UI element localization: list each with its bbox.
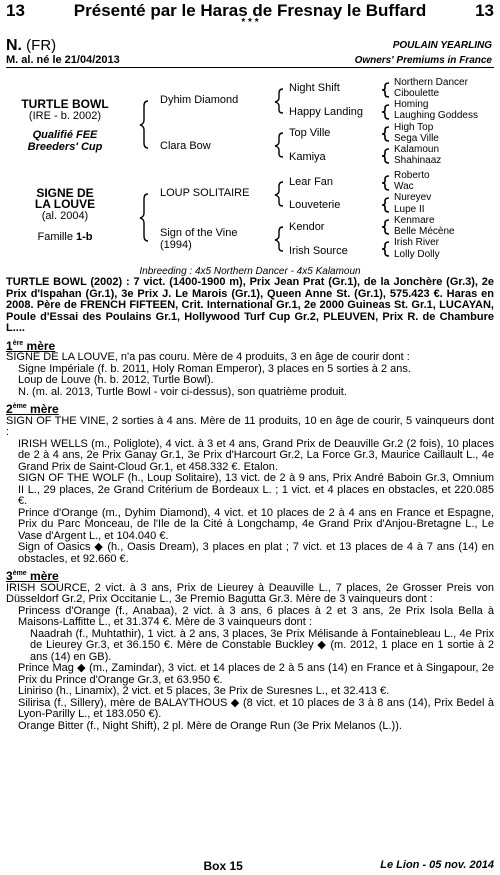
owners-premium: Owners' Premiums in France bbox=[354, 55, 492, 66]
gen2-loup-solitaire: LOUP SOLITAIRE bbox=[160, 187, 250, 199]
gen4-name: Laughing Goddess bbox=[394, 110, 478, 121]
birth-info: M. al. né le 21/04/2013 bbox=[6, 54, 120, 66]
gen3-happy-landing: Happy Landing bbox=[289, 106, 364, 118]
produce-item: Liniriso (h., Linamix), 2 vict. et 5 places, 3e Prix de Suresnes L., et 32.413 €. bbox=[18, 685, 390, 697]
heading-num: 2 bbox=[6, 402, 13, 416]
sire-paragraph: TURTLE BOWL (2002) : 7 vict. (1400-1900 m), Prix Jean Prat (Gr.1), de la Jonchère (Gr.3), 2e Prix d'Ispahan (Gr.1), 3e Prix J. Le Marois (Gr.1), Queen Anne St. (Gr.1), 575.423 €. Haras en 2008. Père de FRENCH FIFTEEN, Crit. International Gr.1, 2e 2000 Guineas St. Gr.1, LUCAYAN, Poule d'Essai des Poulains Gr.1, Hollywood Turf Cup Gr.2, PLEUVEN, Prix R. de Chambure L.... bbox=[6, 276, 494, 334]
produce-item: IRISH WELLS (m., Poliglote), 4 vict. à 3 et 4 ans, Grand Prix de Deauville Gr.2 (2 fois), 10 places de 2 à 4 ans, 2e Prix Ganay Gr.1, 3e Prix d'Harcourt Gr.2, La Force Gr.3, Maurice Caillault L., 4e Grand Prix de Saint-Cloud Gr.1, et 458.332 €. Etalon. bbox=[18, 437, 494, 473]
page-footer bbox=[6, 859, 494, 873]
produce-item: SIGN OF THE WOLF (h., Loup Solitaire), 13 vict. de 2 à 9 ans, Prix André Baboin Gr.3, Omnium II L., 29 places, 2e Grand Critérium de Bordeaux L. ; 1 vict. et 4 places en obstacles, et 220.085 €. bbox=[18, 472, 494, 507]
dam-info: (al. 2004) bbox=[41, 210, 89, 222]
produce-item: Prince Mag ◆ (m., Zamindar), 3 vict. et 14 places de 2 à 5 ans (14) en France et à Singapour, 2e Prix du Prince d'Orange Gr.3, et 63.950 €. bbox=[18, 662, 494, 686]
gen2-clara-bow: Clara Bow bbox=[160, 140, 211, 152]
sire-note-2: Breeders' Cup bbox=[27, 141, 103, 153]
lot-number-left: 13 bbox=[6, 1, 25, 20]
sale-place-date: Le Lion - 05 nov. 2014 bbox=[380, 859, 494, 871]
heading-num: 1 bbox=[6, 338, 13, 353]
first-dam-heading bbox=[6, 338, 494, 353]
heading-sup: ème bbox=[12, 403, 27, 410]
gen4-name: Northern Dancer bbox=[394, 77, 468, 88]
produce-item: Signe Impériale (f. b. 2011, Holy Roman Emperor), 3 places en 5 sorties à 2 ans. bbox=[18, 362, 411, 375]
dam-name-1: SIGNE DE bbox=[36, 186, 94, 200]
third-dam-intro: IRISH SOURCE, 2 vict. à 3 ans, Prix de Lieurey à Deauville L., 7 places, 2e Grosser Preis von Düsseldorf Gr.2, Prix Occitanie L., 3e Premio Bagutta Gr.3. Mère de 3 vainqueurs dont : bbox=[6, 581, 494, 605]
gen4-name: Irish River bbox=[394, 237, 440, 248]
gen4-name: Sega Ville bbox=[394, 133, 439, 144]
lot-number-right: 13 bbox=[475, 1, 494, 20]
box-number: Box 15 bbox=[203, 859, 243, 873]
gen4-name: Belle Mécène bbox=[394, 226, 455, 237]
gen4-name: Homing bbox=[394, 99, 429, 110]
gen4-name: Lupe II bbox=[394, 204, 425, 215]
produce-item: Loup de Louve (h. b. 2012, Turtle Bowl). bbox=[18, 374, 214, 386]
family-number: 1-b bbox=[76, 231, 93, 243]
sire-note-1: Qualifié FEE bbox=[32, 129, 98, 141]
heading-word: mère bbox=[23, 338, 56, 353]
gen3-louveterie: Louveterie bbox=[289, 199, 341, 211]
family-label: Famille bbox=[37, 231, 76, 243]
gen4-name: High Top bbox=[394, 122, 434, 133]
gen3-kendor: Kendor bbox=[289, 221, 325, 233]
horse-name: N. bbox=[6, 37, 22, 54]
gen4-name: Nureyev bbox=[394, 192, 432, 203]
gen3-top-ville: Top Ville bbox=[289, 127, 331, 139]
gen4-name: Shahinaaz bbox=[394, 155, 442, 166]
sire-name: TURTLE BOWL bbox=[21, 97, 109, 111]
second-dam-heading bbox=[6, 401, 494, 416]
gen3-kamiya: Kamiya bbox=[289, 151, 326, 163]
inbreeding-line: Inbreeding : 4x5 Northern Dancer - 4x5 Kalamoun bbox=[139, 266, 361, 277]
second-dam-intro: SIGN OF THE VINE, 2 sorties à 4 ans. Mère de 11 produits, 10 en âge de courir, 5 vainqueurs dont : bbox=[6, 414, 494, 438]
gen3-lear-fan: Lear Fan bbox=[289, 176, 334, 188]
produce-item: Sign of Oasics ◆ (h., Oasis Dream), 3 places en plat ; 7 vict. et 13 places de 4 à 7 ans (14) en obstacles, et 92.660 €. bbox=[18, 541, 494, 565]
gen4-name: Wac bbox=[394, 181, 414, 192]
dam-name-2: LA LOUVE bbox=[34, 197, 96, 211]
gen4-name: Ciboulette bbox=[394, 88, 440, 99]
gen3-irish-source: Irish Source bbox=[289, 245, 348, 257]
heading-num: 3 bbox=[6, 569, 13, 583]
gen2-sign-of-the-vine-year: (1994) bbox=[160, 239, 192, 251]
produce-item: Orange Bitter (f., Night Shift), 2 pl. Mère de Orange Run (3e Prix Melanos (L.)). bbox=[18, 719, 402, 732]
first-dam-intro: SIGNE DE LA LOUVE, n'a pas couru. Mère de 4 produits, 3 en âge de courir dont : bbox=[6, 351, 410, 363]
consignor-title: Présenté par le Haras de Fresnay le Buffard bbox=[73, 1, 427, 20]
gen2-dyhim-diamond: Dyhim Diamond bbox=[160, 94, 239, 106]
heading-sup: ère bbox=[12, 339, 24, 347]
third-dam-heading bbox=[6, 568, 494, 583]
produce-item: Naadrah (f., Muhtathir), 1 vict. à 2 ans, 3 places, 3e Prix Mélisande à Fontainebleau L., 4e Prix de Lieurey Gr.3, et 36.150 €. Mère de Constable Buckley ◆ (m. 2012, 1 place en 1 sortie à 2 ans (14) en GB). bbox=[30, 627, 494, 663]
produce-item: N. (m. al. 2013, Turtle Bowl - voir ci-dessus), son quatrième produit. bbox=[18, 385, 347, 398]
pedigree-table bbox=[0, 0, 500, 280]
gen4-name: Kalamoun bbox=[394, 144, 440, 155]
sire-info: (IRE - b. 2002) bbox=[28, 110, 102, 122]
heading-sup: ème bbox=[12, 570, 27, 577]
heading-word: mère bbox=[26, 402, 59, 416]
produce-item: Silirisa (f., Sillery), mère de BALAYTHOUS ◆ (8 vict. et 10 places de 3 à 8 ans (14), Prix Bedel à Lyon-Parilly L., et 183.050 €). bbox=[18, 696, 494, 720]
gen4-name: Kenmare bbox=[394, 215, 435, 226]
catalogue-body bbox=[6, 277, 494, 732]
horse-country: (FR) bbox=[26, 37, 57, 54]
heading-word: mère bbox=[26, 569, 59, 583]
produce-item: Prince d'Orange (m., Dyhim Diamond), 4 vict. et 10 places de 2 à 4 ans en France et Espagne, Prix du Parc Monceau, de l'Ile de la Cité à Longchamp, 4e Grand Prix d'Anjou-Bretagne L., Le Vase d'Argent L., et 104.040 €. bbox=[18, 506, 494, 542]
gen2-sign-of-the-vine: Sign of the Vine bbox=[160, 227, 238, 239]
gen3-night-shift: Night Shift bbox=[289, 82, 340, 94]
produce-item: Princess d'Orange (f., Anabaa), 2 vict. à 3 ans, 6 places à 2 et 3 ans, 2e Prix Isola Bella à Maisons-Laffitte L., et 31.374 €. Mère de 3 vainqueurs dont : bbox=[18, 604, 494, 628]
gen4-name: Roberto bbox=[394, 170, 430, 181]
gen4-name: Lolly Dolly bbox=[394, 249, 440, 260]
sex-label: POULAIN YEARLING bbox=[392, 40, 492, 51]
header-stars: * * * bbox=[241, 17, 259, 28]
